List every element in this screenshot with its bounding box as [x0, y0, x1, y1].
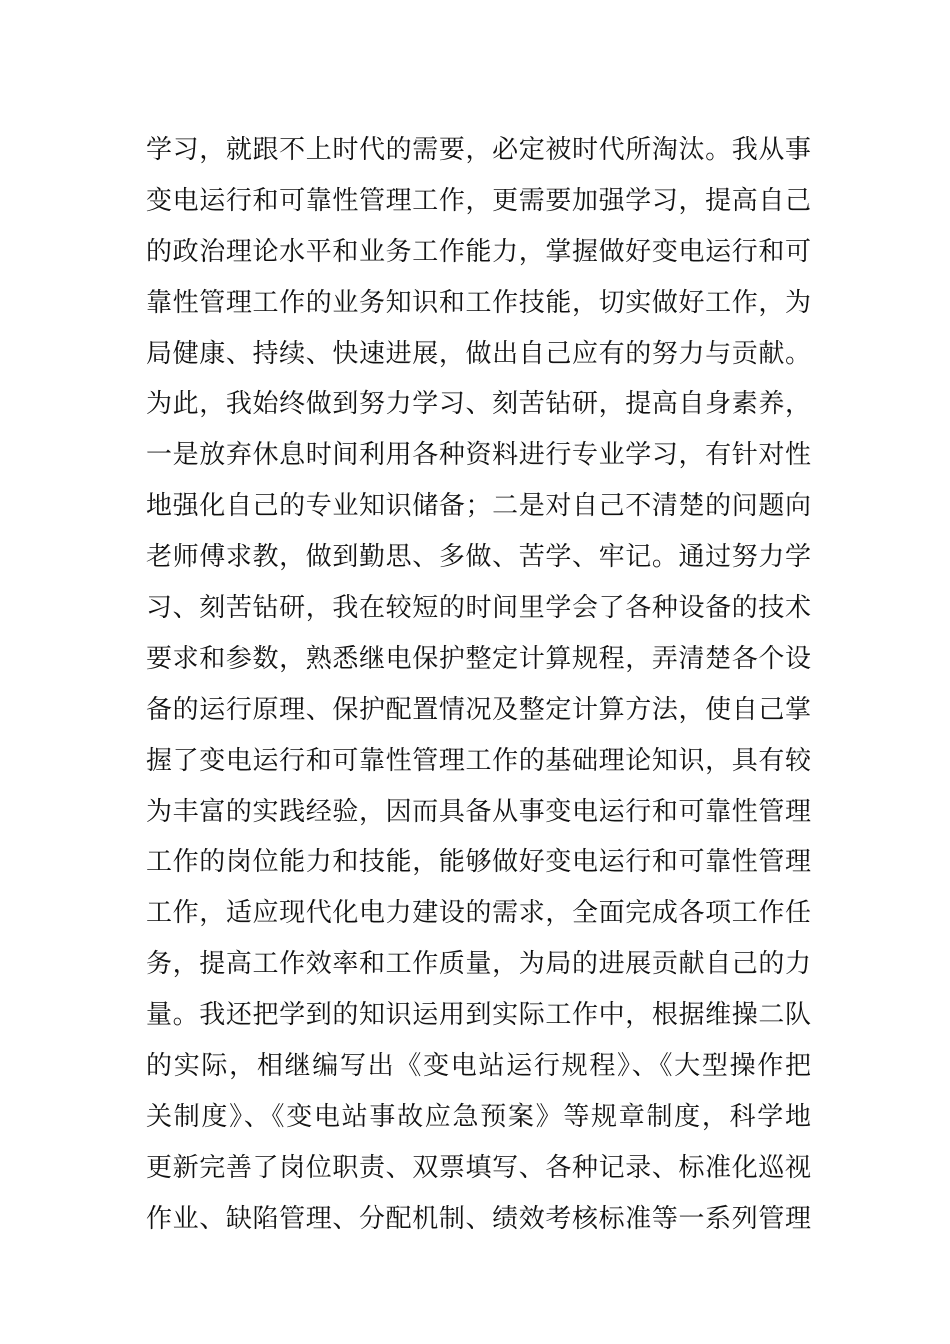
- text-line-16: 工作，适应现代化电力建设的需求，全面完成各项工作任: [146, 898, 811, 929]
- text-line-8: 地强化自己的专业知识储备；二是对自己不清楚的问题向: [146, 491, 811, 522]
- text-line-14: 为丰富的实践经验，因而具备从事变电运行和可靠性管理: [146, 796, 811, 827]
- text-line-1: 学习，就跟不上时代的需要，必定被时代所淘汰。我从事: [146, 135, 811, 165]
- text-line-7: 一是放弃休息时间利用各种资料进行专业学习，有针对性: [146, 440, 811, 471]
- text-line-10: 习、刻苦钻研，我在较短的时间里学会了各种设备的技术: [146, 593, 811, 624]
- text-line-13: 握了变电运行和可靠性管理工作的基础理论知识，具有较: [146, 745, 811, 776]
- text-line-6: 为此，我始终做到努力学习、刻苦钻研，提高自身素养，: [146, 389, 811, 420]
- text-line-18: 量。我还把学到的知识运用到实际工作中，根据维操二队: [146, 1000, 811, 1031]
- text-line-15: 工作的岗位能力和技能，能够做好变电运行和可靠性管理: [146, 847, 811, 878]
- text-line-11: 要求和参数，熟悉继电保护整定计算规程，弄清楚各个设: [146, 643, 811, 674]
- text-line-9: 老师傅求教，做到勤思、多做、苦学、牢记。通过努力学: [146, 542, 811, 573]
- text-line-3: 的政治理论水平和业务工作能力，掌握做好变电运行和可: [146, 236, 811, 267]
- text-line-4: 靠性管理工作的业务知识和工作技能，切实做好工作，为: [146, 287, 811, 318]
- text-line-5: 局健康、持续、快速进展，做出自己应有的努力与贡献。: [146, 338, 811, 369]
- text-line-17: 务，提高工作效率和工作质量，为局的进展贡献自己的力: [146, 949, 811, 980]
- text-line-21: 更新完善了岗位职责、双票填写、各种记录、标准化巡视: [146, 1152, 811, 1183]
- text-line-12: 备的运行原理、保护配置情况及整定计算方法，使自己掌: [146, 694, 811, 725]
- text-line-22: 作业、缺陷管理、分配机制、绩效考核标准等一系列管理: [146, 1203, 811, 1234]
- text-line-2: 变电运行和可靠性管理工作，更需要加强学习，提高自己: [146, 185, 811, 216]
- text-line-19: 的实际，相继编写出《变电站运行规程》、《大型操作把: [146, 1051, 811, 1082]
- body-paragraph: [146, 125, 811, 1245]
- text-line-20: 关制度》、《变电站事故应急预案》等规章制度，科学地: [146, 1101, 811, 1132]
